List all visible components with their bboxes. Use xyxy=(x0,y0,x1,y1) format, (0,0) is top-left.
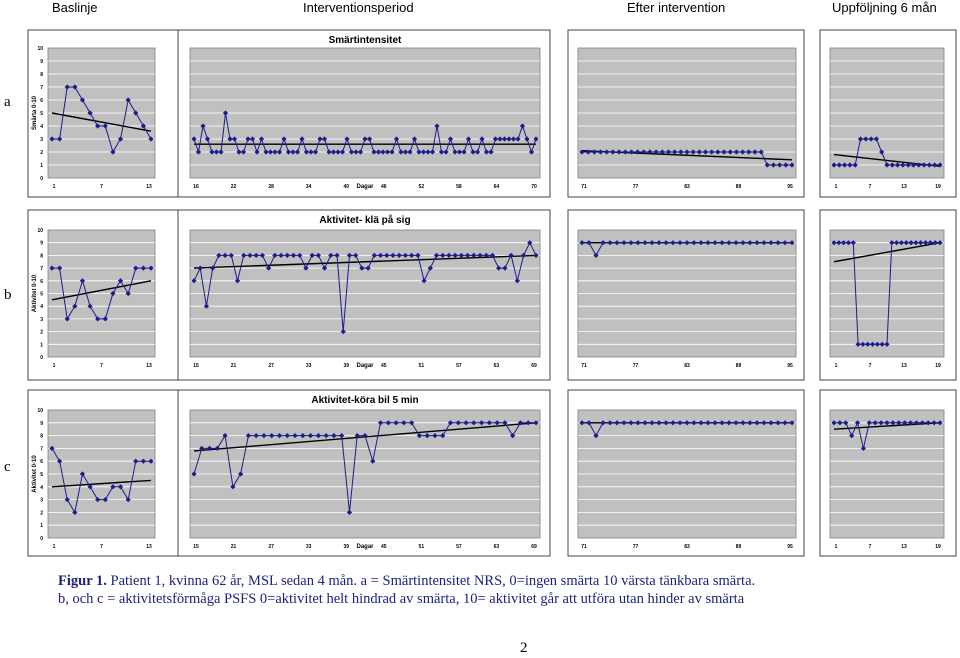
y-tick-label: 7 xyxy=(40,266,43,273)
x-tick-label: 19 xyxy=(935,184,941,190)
chart-c-2 xyxy=(568,390,804,556)
row-label-a: a xyxy=(4,94,11,110)
y-tick-label: 0 xyxy=(40,536,43,542)
chart-a-0 xyxy=(28,30,178,197)
y-tick-label: 8 xyxy=(40,433,43,440)
x-tick-label: 69 xyxy=(531,363,537,369)
x-tick-label: 7 xyxy=(100,184,103,190)
chart-title: Aktivitet-köra bil 5 min xyxy=(311,395,419,406)
y-tick-label: 1 xyxy=(40,523,43,530)
x-tick-label: 1 xyxy=(52,184,56,190)
x-tick-label: 34 xyxy=(305,184,312,190)
x-tick-label: 7 xyxy=(100,544,103,550)
x-tick-label: 13 xyxy=(146,544,152,550)
x-tick-label: 70 xyxy=(531,184,537,190)
x-axis-label: Dagar xyxy=(356,184,374,190)
x-tick-label: 95 xyxy=(787,184,793,190)
page-number: 2 xyxy=(520,640,528,656)
y-tick-label: 4 xyxy=(40,124,43,130)
x-tick-label: 52 xyxy=(418,184,425,190)
x-tick-label: 19 xyxy=(935,544,941,550)
x-tick-label: 51 xyxy=(418,544,425,550)
caption-line-2: b, och c = aktivitetsförmåga PSFS 0=aktivitet helt hindrad av smärta, 10= aktivitet går att utföra utan hinder av smärta xyxy=(58,591,745,607)
figure-label: Figur 1. xyxy=(58,573,107,589)
phase-label-followup: Uppföljning 6 mån xyxy=(832,0,937,15)
y-tick-label: 6 xyxy=(40,278,43,285)
y-tick-label: 4 xyxy=(40,304,43,311)
y-tick-label: 2 xyxy=(40,510,43,517)
x-tick-label: 7 xyxy=(868,544,872,550)
x-tick-label: 57 xyxy=(456,363,462,369)
x-tick-label: 45 xyxy=(380,363,387,369)
x-tick-label: 1 xyxy=(834,363,838,369)
y-tick-label: 10 xyxy=(37,228,43,234)
y-tick-label: 10 xyxy=(37,408,43,414)
x-tick-label: 13 xyxy=(146,184,152,190)
chart-title: Aktivitet- klä på sig xyxy=(319,215,411,226)
y-tick-label: 9 xyxy=(40,240,43,247)
x-tick-label: 89 xyxy=(735,184,742,190)
x-tick-label: 63 xyxy=(493,363,500,369)
row-label-c: c xyxy=(4,459,11,475)
chart-b-2 xyxy=(568,210,804,380)
x-tick-label: 7 xyxy=(868,363,872,369)
y-tick-label: 3 xyxy=(40,316,43,323)
x-tick-label: 51 xyxy=(418,363,425,369)
x-tick-label: 13 xyxy=(901,544,907,550)
x-tick-label: 21 xyxy=(230,544,237,550)
x-axis-label: Dagar xyxy=(356,544,374,550)
y-tick-label: 9 xyxy=(40,420,43,427)
phase-label-intervention: Interventionsperiod xyxy=(303,0,414,15)
chart-b-0 xyxy=(28,210,178,380)
y-tick-label: 9 xyxy=(40,59,43,65)
y-tick-label: 3 xyxy=(40,137,43,143)
y-tick-label: 8 xyxy=(40,253,43,260)
y-axis-label: Aktivitet 0-10 xyxy=(32,274,38,313)
x-tick-label: 13 xyxy=(901,363,907,369)
y-tick-label: 7 xyxy=(40,85,43,91)
y-tick-label: 4 xyxy=(40,484,43,491)
x-tick-label: 89 xyxy=(735,544,742,550)
x-tick-label: 1 xyxy=(834,184,838,190)
x-tick-label: 19 xyxy=(935,363,941,369)
x-tick-label: 71 xyxy=(581,363,587,369)
chart-c-3 xyxy=(820,390,956,556)
y-tick-label: 5 xyxy=(40,291,43,298)
x-tick-label: 77 xyxy=(632,544,639,550)
chart-a-1 xyxy=(178,30,550,197)
x-tick-label: 46 xyxy=(380,184,387,190)
x-tick-label: 13 xyxy=(901,184,907,190)
y-tick-label: 2 xyxy=(40,150,43,156)
x-tick-label: 71 xyxy=(581,184,587,190)
chart-b-1 xyxy=(178,210,550,380)
y-tick-label: 10 xyxy=(37,46,43,52)
x-tick-label: 63 xyxy=(493,544,500,550)
x-tick-label: 95 xyxy=(787,363,793,369)
x-tick-label: 13 xyxy=(146,363,152,369)
x-tick-label: 77 xyxy=(632,184,639,190)
x-tick-label: 21 xyxy=(230,363,237,369)
x-tick-label: 7 xyxy=(100,363,103,369)
y-tick-label: 1 xyxy=(40,163,43,169)
x-tick-label: 39 xyxy=(343,544,350,550)
x-tick-label: 28 xyxy=(268,184,274,190)
chart-b-3 xyxy=(820,210,956,380)
x-tick-label: 64 xyxy=(493,184,500,190)
chart-a-3 xyxy=(820,30,956,197)
y-tick-label: 6 xyxy=(40,459,43,466)
chart-title: Smärtintensitet xyxy=(328,35,402,46)
x-tick-label: 83 xyxy=(684,544,690,550)
y-tick-label: 5 xyxy=(40,472,43,478)
y-tick-label: 7 xyxy=(40,446,43,453)
y-axis-label: Aktivitet 0-10 xyxy=(32,455,38,493)
x-tick-label: 7 xyxy=(868,184,872,190)
x-axis-label: Dagar xyxy=(356,363,374,369)
y-tick-label: 0 xyxy=(40,176,43,182)
chart-c-1 xyxy=(178,390,550,556)
x-tick-label: 27 xyxy=(268,363,274,369)
chart-a-2 xyxy=(568,30,804,197)
x-tick-label: 27 xyxy=(268,544,274,550)
row-label-b: b xyxy=(4,287,12,303)
x-tick-label: 83 xyxy=(684,363,690,369)
x-tick-label: 77 xyxy=(632,363,639,369)
x-tick-label: 16 xyxy=(193,184,199,190)
y-tick-label: 6 xyxy=(40,98,43,104)
y-tick-label: 8 xyxy=(40,72,43,78)
y-axis-label: Smärta 0-10 xyxy=(32,95,38,131)
x-tick-label: 1 xyxy=(52,544,56,550)
x-tick-label: 22 xyxy=(230,184,237,190)
x-tick-label: 95 xyxy=(787,544,793,550)
x-tick-label: 33 xyxy=(305,363,312,369)
x-tick-label: 83 xyxy=(684,184,690,190)
y-tick-label: 1 xyxy=(40,342,43,349)
y-tick-label: 0 xyxy=(40,355,43,361)
chart-c-0 xyxy=(28,390,178,556)
x-tick-label: 69 xyxy=(531,544,537,550)
x-tick-label: 57 xyxy=(456,544,462,550)
caption-line-1: Patient 1, kvinna 62 år, MSL sedan 4 mån. a = Smärtintensitet NRS, 0=ingen smärta 10 värsta tänkbara smärta. xyxy=(106,573,756,589)
x-tick-label: 1 xyxy=(52,363,56,369)
x-tick-label: 33 xyxy=(305,544,312,550)
x-tick-label: 45 xyxy=(380,544,387,550)
x-tick-label: 58 xyxy=(456,184,462,190)
x-tick-label: 71 xyxy=(581,544,587,550)
x-tick-label: 15 xyxy=(193,363,199,369)
x-tick-label: 1 xyxy=(834,544,838,550)
y-tick-label: 3 xyxy=(40,497,43,504)
x-tick-label: 89 xyxy=(735,363,742,369)
x-tick-label: 15 xyxy=(193,544,199,550)
x-tick-label: 39 xyxy=(343,363,350,369)
phase-label-after: Efter intervention xyxy=(627,0,726,15)
phase-label-baseline: Baslinje xyxy=(52,0,98,15)
x-tick-label: 40 xyxy=(343,184,350,190)
y-tick-label: 2 xyxy=(40,329,43,336)
y-tick-label: 5 xyxy=(40,111,43,117)
